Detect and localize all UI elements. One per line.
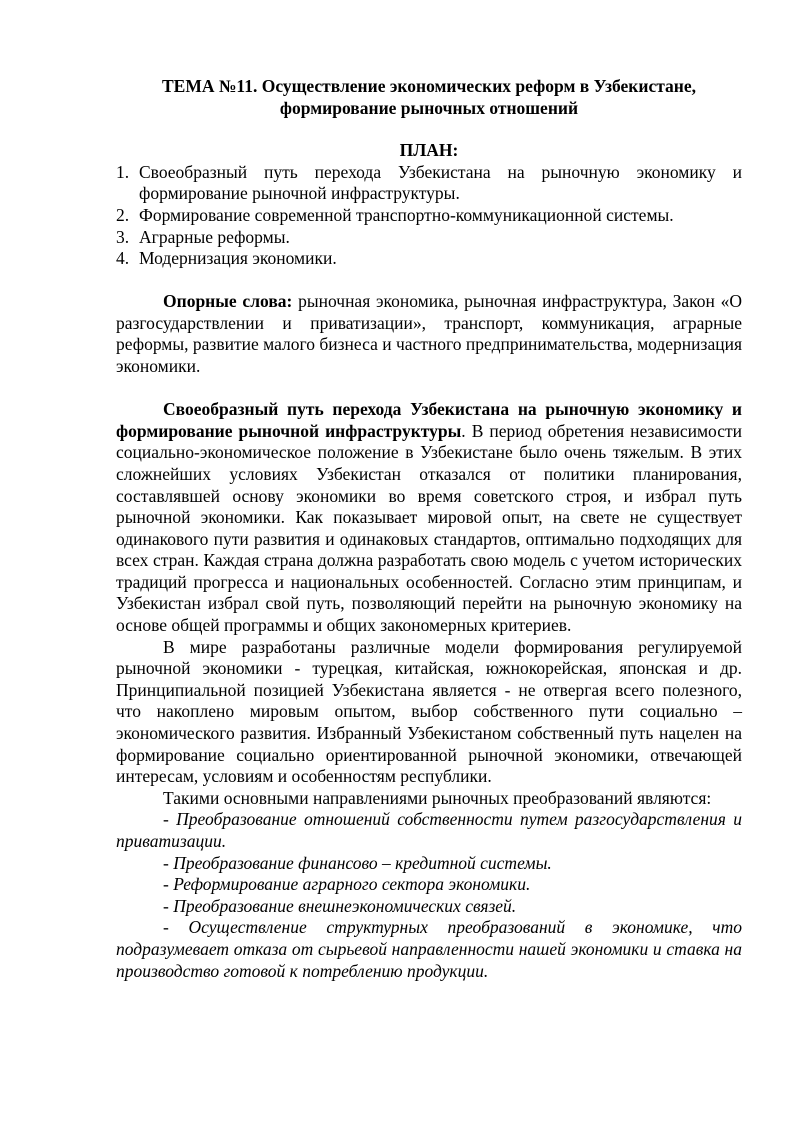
direction-item: - Преобразование финансово – кредитной системы. xyxy=(163,852,552,873)
plan-heading: ПЛАН: xyxy=(399,140,459,161)
direction-item: - Преобразование внешнеэкономических связей. xyxy=(163,895,517,916)
plan-list xyxy=(116,162,742,270)
direction-item: - Преобразование отношений собственности путем разгосударствления и приватизации. xyxy=(116,809,742,851)
plan-item-text: Модернизация экономики. xyxy=(139,248,337,269)
document-title xyxy=(116,76,742,119)
document-page xyxy=(116,76,742,982)
plan-item-number: 4. xyxy=(116,248,130,269)
plan-item xyxy=(116,227,742,249)
title-line-2: формирование рыночных отношений xyxy=(279,97,579,118)
plan-item-text: Своеобразный путь перехода Узбекистана на рыночную экономику и формирование рыночной инфраструктуры. xyxy=(139,161,742,204)
plan-item-text: Аграрные реформы. xyxy=(139,226,290,247)
section1-heading: Своеобразный путь перехода Узбекистана на рыночную экономику и формирование рыночной инфраструктуры xyxy=(116,399,742,441)
keywords-text: рыночная экономика, рыночная инфраструктура, Закон «О разгосударствлении и приватизации», транспорт, коммуникация, аграрные реформы, развитие малого бизнеса и частного предпринимательства, модернизация экономики. xyxy=(116,291,743,377)
plan-item-number: 3. xyxy=(116,226,130,247)
plan-item-number: 2. xyxy=(116,204,130,225)
direction-item: - Осуществление структурных преобразований в экономике, что подразумевает отказа от сырьевой направленности нашей экономики и ставка на производство готовой к потреблению продукции. xyxy=(116,917,742,981)
section1-paragraph-3: Такими основными направлениями рыночных преобразований являются: xyxy=(163,787,712,808)
direction-item: - Реформирование аграрного сектора экономики. xyxy=(163,874,531,895)
plan-item xyxy=(116,162,742,205)
plan-item xyxy=(116,248,742,270)
plan-item-text: Формирование современной транспортно-коммуникационной системы. xyxy=(139,204,674,225)
plan-item xyxy=(116,205,742,227)
section1-paragraph-1 xyxy=(116,399,742,637)
keywords-label: Опорные слова: xyxy=(163,291,293,312)
section1-paragraph-1-text: . В период обретения независимости социально-экономическое положение в Узбекистане было очень тяжелым. В этих сложнейших условиях Узбекистан отказался от политики планирования, составлявшей основу экономики во время советского строя, и избрал путь рыночной экономики. Как показывает мировой опыт, на свете не существует одинакового пути развития и одинаковых стандартов, оптимально подходящих для всех стран. Каждая страна должна разработать свою модель с учетом исторических традиций прогресса и национальных особенностей. Согласно этим принципам, и Узбекистан избрал свой путь, позволяющий перейти на рыночную экономику на основе общей программы и общих закономерных критериев. xyxy=(116,420,742,636)
section1-paragraph-2: В мире разработаны различные модели формирования регулируемой рыночной экономики - турецкая, китайская, южнокорейская, японская и др. Принципиальной позицией Узбекистана является - не отвергая всего полезного, что накоплено мировым опытом, выбор собственного пути социально – экономического развития. Избранный Узбекистаном собственный путь нацелен на формирование социально ориентированной рыночной экономики, отвечающей интересам, условиям и особенностям республики. xyxy=(116,636,742,787)
plan-item-number: 1. xyxy=(116,161,130,182)
keywords-paragraph xyxy=(116,291,742,377)
title-line-1: ТЕМА №11. Осуществление экономических реформ в Узбекистане, xyxy=(161,76,697,96)
